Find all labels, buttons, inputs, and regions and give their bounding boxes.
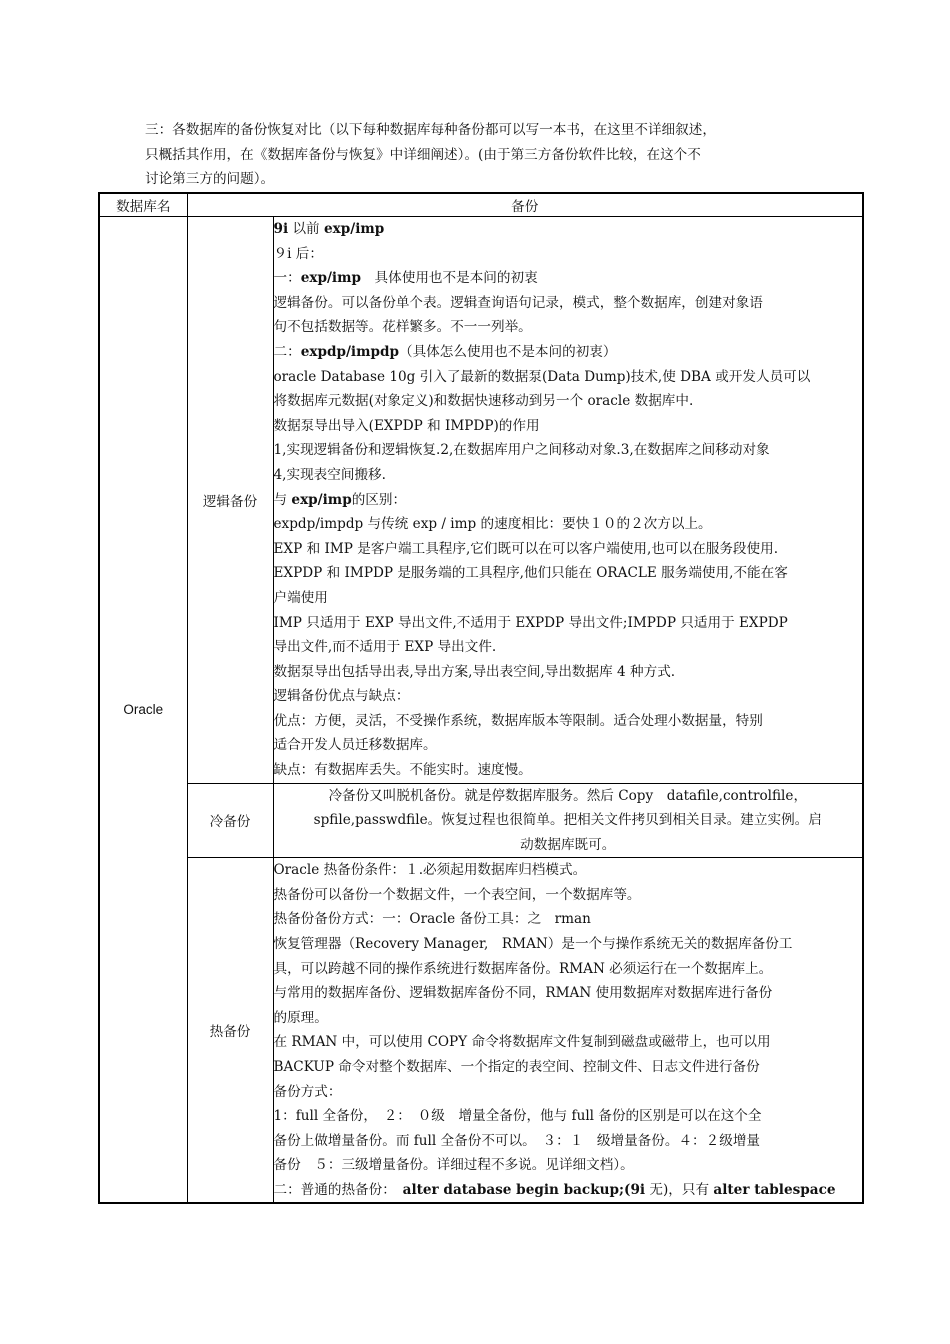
text: 无)，只有 xyxy=(645,1181,714,1198)
content-line: oracle Database 10g 引入了最新的数据泵(Data Dump)技术,使 DBA 或开发人员可以 xyxy=(273,368,811,385)
content-line: 备份 ５：三级增量备份。详细过程不多说。见详细文档）。 xyxy=(273,1157,634,1174)
backup-comparison-table xyxy=(98,192,864,1204)
content-line: 具，可以跨越不同的操作系统进行数据库备份。RMAN 必须运行在一个数据库上。 xyxy=(273,960,773,977)
table-row-cold xyxy=(99,783,863,858)
content-line: 1：full 全备份， ２： ０级 增量全备份，他与 full 备份的区别是可以在这个全 xyxy=(273,1108,762,1125)
text: 与 xyxy=(273,491,292,508)
category-logical: 逻辑备份 xyxy=(187,217,273,784)
content-line: BACKUP 命令对整个数据库、一个指定的表空间、控制文件、日志文件进行备份 xyxy=(273,1058,760,1075)
content-line: ９i 后： xyxy=(273,245,323,262)
content-line: 热备份备份方式：一：Oracle 备份工具：之 rman xyxy=(273,911,591,928)
table-header-row xyxy=(99,193,863,217)
bold-text: 9i xyxy=(273,221,289,237)
content-line: 与常用的数据库备份、逻辑数据库备份不同，RMAN 使用数据库对数据库进行备份 xyxy=(273,985,773,1002)
text: （具体怎么使用也不是本问的初衷） xyxy=(398,343,617,360)
content-line: expdp/impdp 与传统 exp / imp 的速度相比：要快１０的２次方以上。 xyxy=(273,516,712,533)
content-line: 恢复管理器（Recovery Manager, RMAN）是一个与操作系统无关的数据库备份工 xyxy=(273,935,793,952)
intro-line: 只概括其作用，在《数据库备份与恢复》中详细阐述）。(由于第三方备份软件比较，在这个不 xyxy=(145,146,701,163)
text: 二： xyxy=(273,343,301,360)
content-line: 热备份可以备份一个数据文件，一个表空间，一个数据库等。 xyxy=(273,886,641,903)
db-name-cell: Oracle xyxy=(99,217,187,1204)
header-db-name: 数据库名 xyxy=(99,193,187,217)
content-line: 逻辑备份。可以备份单个表。逻辑查询语句记录，模式，整个数据库，创建对象语 xyxy=(273,294,763,311)
content-line: 冷备份又叫脱机备份。就是停数据库服务。然后 Copy datafile,controlfile， xyxy=(328,787,808,804)
content-line: EXP 和 IMP 是客户端工具程序,它们既可以在可以客户端使用,也可以在服务段使用. xyxy=(273,540,779,557)
table-row-hot xyxy=(99,858,863,1204)
table-row-logical xyxy=(99,217,863,784)
bold-text: exp/imp xyxy=(291,491,352,508)
content-line: 适合开发人员迁移数据库。 xyxy=(273,737,437,754)
content-line: 数据泵导出导入(EXPDP 和 IMPDP)的作用 xyxy=(273,417,540,434)
text: 的区别： xyxy=(351,491,407,508)
content-line: 将数据库元数据(对象定义)和数据快速移动到另一个 oracle 数据库中. xyxy=(273,393,694,410)
cold-backup-content xyxy=(273,783,863,858)
category-cold: 冷备份 xyxy=(187,783,273,858)
bold-text: expdp/impdp xyxy=(300,343,399,360)
content-line: 数据泵导出包括导出表,导出方案,导出表空间,导出数据库 4 种方式. xyxy=(273,663,676,680)
hot-backup-content xyxy=(273,858,863,1204)
content-line: 的原理。 xyxy=(273,1009,328,1026)
content-line: 动数据库既可。 xyxy=(520,836,616,853)
content-line xyxy=(274,488,863,513)
content-line: 备份上做增量备份。而 full 全备份不可以。 ３：１ 级增量备份。４：２级增量 xyxy=(273,1132,761,1149)
text: 二：普通的热备份： xyxy=(273,1181,403,1198)
content-line: 优点：方便，灵活，不受操作系统，数据库版本等限制。适合处理小数据量，特别 xyxy=(273,712,763,729)
header-backup: 备份 xyxy=(187,193,863,217)
content-line: IMP 只适用于 EXP 导出文件,不适用于 EXPDP 导出文件;IMPDP 只适用于 EXPDP xyxy=(273,614,788,631)
bold-text: alter tablespace xyxy=(713,1181,836,1198)
content-line xyxy=(274,1178,863,1203)
content-line xyxy=(274,340,863,365)
content-line: 4,实现表空间搬移. xyxy=(273,466,386,483)
content-line: 句不包括数据等。花样繁多。不一一列举。 xyxy=(273,319,532,336)
content-line: 备份方式： xyxy=(273,1083,342,1100)
text: 一： xyxy=(273,270,301,287)
content-line xyxy=(274,266,863,291)
intro-line: 讨论第三方的问题）。 xyxy=(145,171,275,187)
intro-line: 三：各数据库的备份恢复对比（以下每种数据库每种备份都可以写一本书，在这里不详细叙述， xyxy=(145,122,716,138)
content-line: Oracle 热备份条件：１.必须起用数据库归档模式。 xyxy=(273,862,587,879)
content-line: EXPDP 和 IMPDP 是服务端的工具程序,他们只能在 ORACLE 服务端使用,不能在客 xyxy=(273,565,788,582)
content-line: spfile,passwdfile。恢复过程也很简单。把相关文件拷贝到相关目录。建立实例。启 xyxy=(313,812,822,829)
category-hot: 热备份 xyxy=(187,858,273,1204)
content-line: 在 RMAN 中，可以使用 COPY 命令将数据库文件复制到磁盘或磁带上，也可以用 xyxy=(273,1034,771,1051)
content-line: 户端使用 xyxy=(273,589,328,606)
content-line: 逻辑备份优点与缺点： xyxy=(273,688,410,705)
text: 以前 xyxy=(288,221,324,237)
bold-text: exp/imp xyxy=(323,221,385,237)
content-line xyxy=(274,217,863,242)
bold-text: exp/imp xyxy=(300,270,361,287)
content-line: 1,实现逻辑备份和逻辑恢复.2,在数据库用户之间移动对象.3,在数据库之间移动对象 xyxy=(273,442,770,459)
text: 具体使用也不是本问的初衷 xyxy=(360,270,538,287)
content-line: 缺点：有数据库丢失。不能实时。速度慢。 xyxy=(273,762,532,779)
logical-backup-content xyxy=(273,217,863,784)
intro-paragraph xyxy=(145,118,835,192)
content-line: 导出文件,而不适用于 EXP 导出文件. xyxy=(273,639,497,656)
bold-text: alter database begin backup;(9i xyxy=(402,1181,646,1198)
